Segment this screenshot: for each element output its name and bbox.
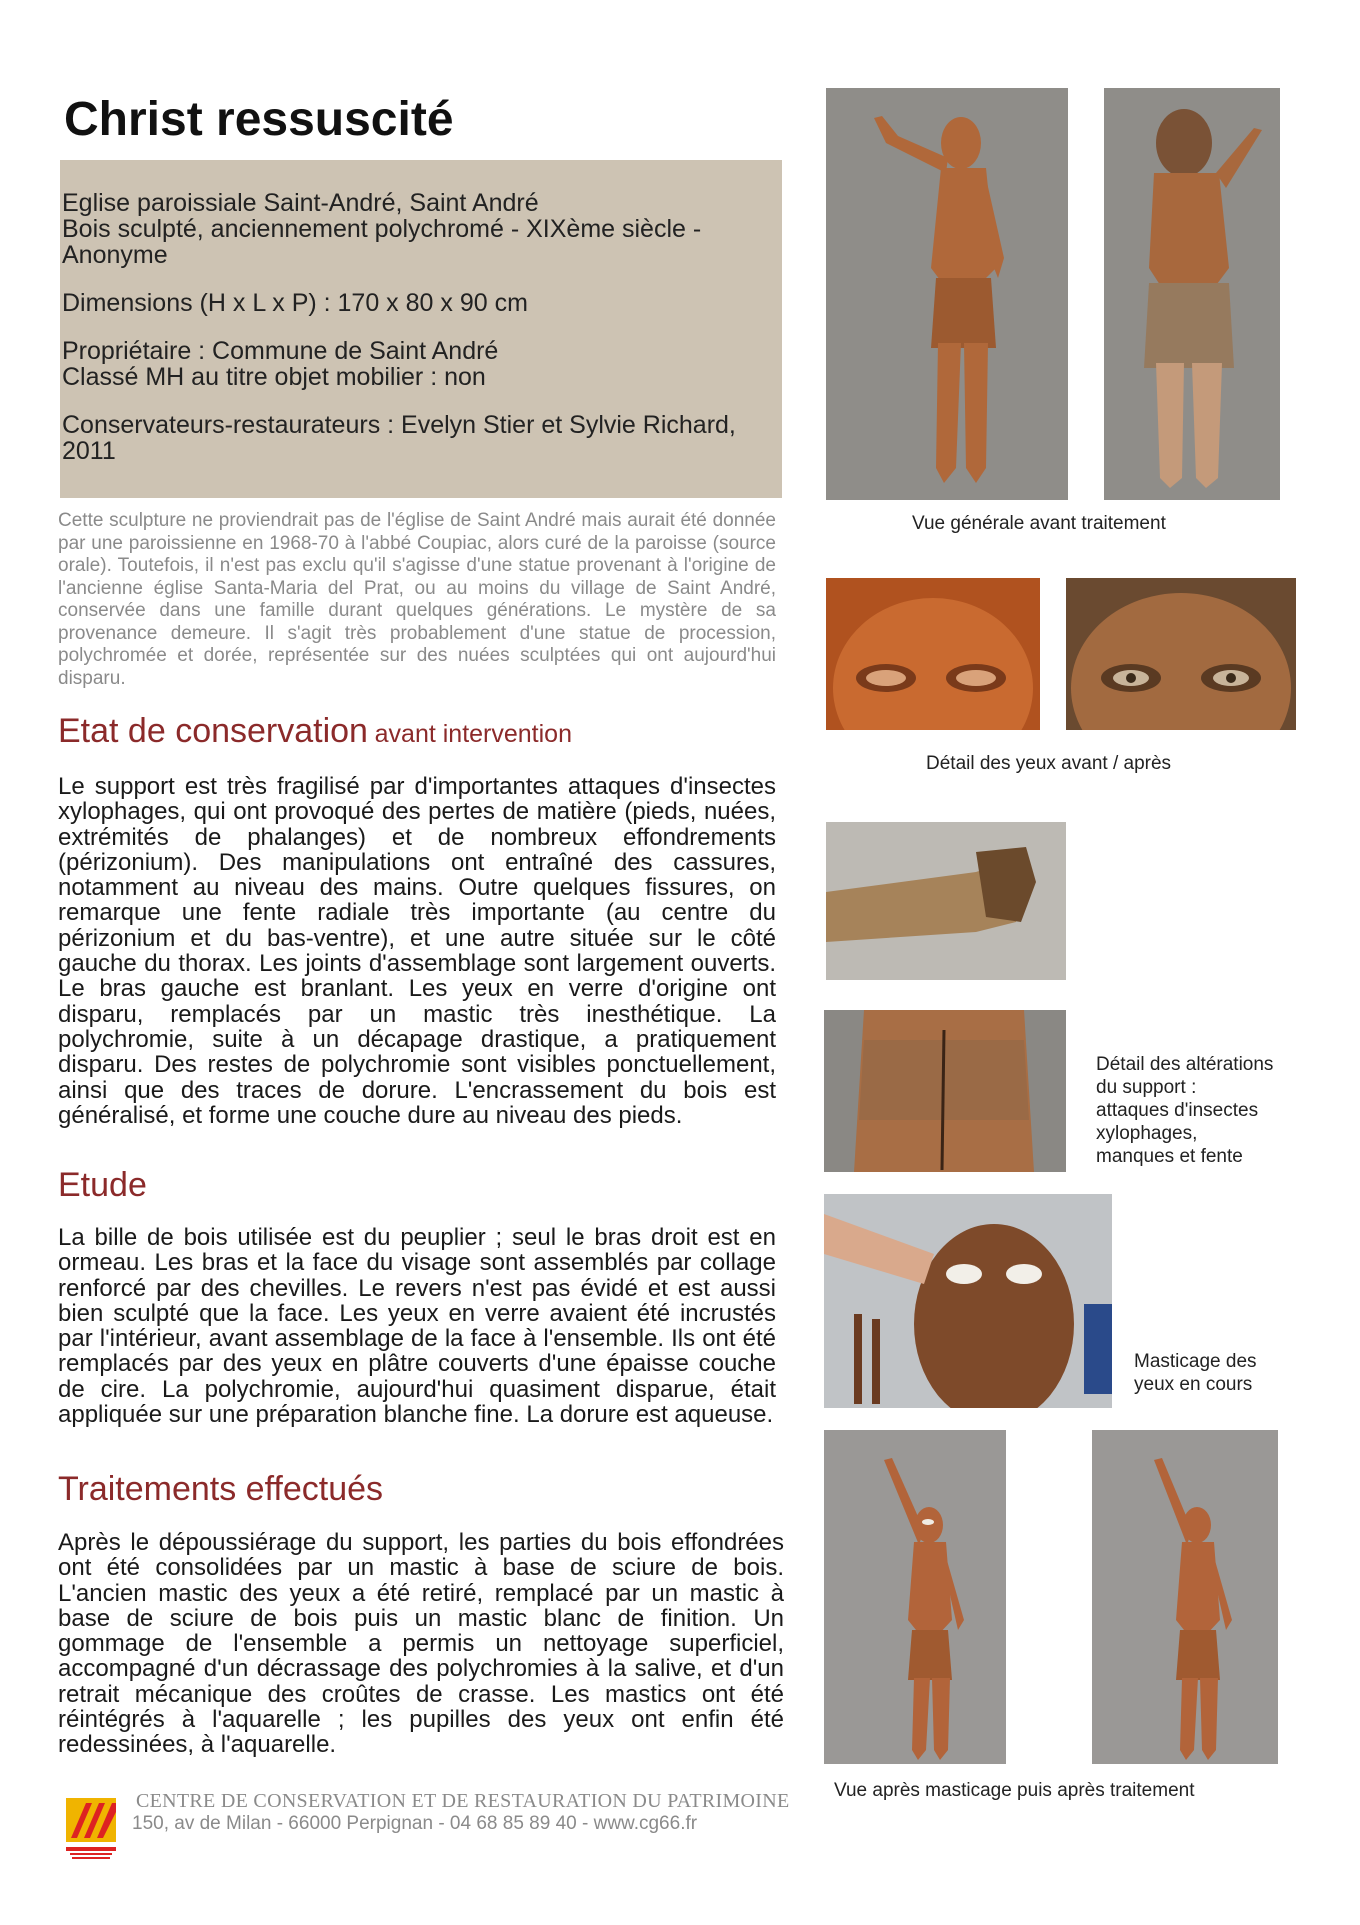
- dimensions: Dimensions (H x L x P) : 170 x 80 x 90 cm: [62, 289, 528, 317]
- caption-yeux: Détail des yeux avant / après: [926, 753, 1172, 774]
- caption-vue-apres: Vue après masticage puis après traitement: [834, 1780, 1195, 1801]
- photo-statue-after-masticage: [824, 1430, 1006, 1764]
- page-title: Christ ressuscité: [64, 93, 454, 146]
- photo-perizonium-crack: [824, 1010, 1066, 1172]
- traitements-paragraph: Après le dépoussiérage du support, les parties du bois effondrées ont été consolidées par un mastic à base de sciure de bois. L'ancien mastic des yeux a été retiré, remplacé par un mastic à base de sciure de bois puis un mastic blanc de finition. Un gommage de l'ensemble a permis un nettoyage superficiel, accompagné d'un décrassage des polychromies à la salive, et d'un retrait mécanique des croûtes de crasse. Les mastics ont été réintégrés à l'aquarelle ; les pupilles des yeux ont enfin été redessinées, à l'aquarelle.: [58, 1529, 784, 1759]
- photo-masticage-eyes: [824, 1194, 1112, 1408]
- photo-statue-front-before: [826, 88, 1068, 500]
- photo-statue-back-before: [1104, 88, 1280, 500]
- section-title-etat-main: Etat de conservation: [58, 712, 368, 750]
- intro-paragraph: Cette sculpture ne proviendrait pas de l'église de Saint André mais aurait été donnée par une paroissienne en 1968-70 à l'abbé Coupiac, alors curé de la paroisse (source orale). Toutefois, il n'est pas exclu qu'il s'agisse d'une statue provenant à l'origine de l'ancienne église Santa-Maria del Prat, ou au moins du village de Saint André, conservée dans une famille durant quelques générations. Le mystère de sa provenance demeure. Il s'agit très probablement d'une statue de procession, polychromée et dorée, représentée sur des nuées sculptées qui ont aujourd'hui disparu.: [58, 510, 776, 689]
- owner: Propriétaire : Commune de Saint André: [62, 337, 499, 365]
- material-date: Bois sculpté, anciennement polychromé - XIXème siècle -: [62, 215, 702, 243]
- caption-alterations: Détail des altérations du support : attaques d'insectes xylophages, manques et fente: [1096, 1054, 1274, 1167]
- photo-statue-after-treatment: [1092, 1430, 1278, 1764]
- author: Anonyme: [62, 241, 168, 269]
- etat-paragraph: Le support est très fragilisé par d'importantes attaques d'insectes xylophages, qui ont provoqué des pertes de matière (pieds, nuées, extrémités de phalanges) et de nombreux effondrements (périzonium). Des manipulations ont entraîné des cassures, notamment au niveau des mains. Outre quelques fissures, on remarque une fente radiale très importante (au centre du périzonium et du bas-ventre), et une autre située sur le côté gauche du thorax. Les joints d'assemblage sont largement ouverts. Le bras gauche est branlant. Les yeux en verre d'origine ont disparu, remplacés par un mastic très inesthétique. La polychromie, suite à un décapage drastique, a pratiquement disparu. Des restes de polychromie sont visibles ponctuellement, ainsi que des traces de dorure. L'encrassement du bois est généralisé, et forme une couche dure au niveau des pieds.: [58, 773, 776, 1129]
- conseil-logo-caption: [60, 1846, 122, 1860]
- caption-masticage: Masticage des yeux en cours: [1134, 1351, 1257, 1395]
- photo-eyes-before: [826, 578, 1040, 730]
- section-title-traitements: Traitements effectués: [58, 1470, 384, 1508]
- section-title-etude: Etude: [58, 1166, 147, 1204]
- section-title-etat: [58, 712, 572, 751]
- section-title-etat-sub: avant intervention: [374, 720, 572, 748]
- photo-eyes-after: [1066, 578, 1296, 730]
- conservators: Conservateurs-restaurateurs : Evelyn Stier et Sylvie Richard,: [62, 411, 736, 439]
- caption-vue-generale: Vue générale avant traitement: [912, 513, 1166, 534]
- classement: Classé MH au titre objet mobilier : non: [62, 363, 486, 391]
- location: Eglise paroissiale Saint-André, Saint André: [62, 189, 539, 217]
- conseil-logo: [66, 1798, 116, 1842]
- conservators-year: 2011: [62, 437, 116, 465]
- footer-address: 150, av de Milan - 66000 Perpignan - 04 68 85 89 40 - www.cg66.fr: [132, 1813, 698, 1834]
- photo-hand-damage: [826, 822, 1066, 980]
- etude-paragraph: La bille de bois utilisée est du peuplier ; seul le bras droit est en ormeau. Les bras et la face du visage sont assemblés par collage renforcé par des chevilles. Le revers n'est pas évidé et est aussi bien sculpté que la face. Les yeux en verre avaient été incrustés par l'intérieur, avant assemblage de la face à l'ensemble. Ils ont été remplacés par des yeux en plâtre couverts d'une épaisse couche de cire. La polychromie, aujourd'hui quasiment disparue, était appliquée sur une préparation blanche fine. La dorure est aqueuse.: [58, 1224, 776, 1429]
- object-info-box: [60, 160, 782, 498]
- footer-organization: CENTRE DE CONSERVATION ET DE RESTAURATION DU PATRIMOINE: [136, 1790, 790, 1812]
